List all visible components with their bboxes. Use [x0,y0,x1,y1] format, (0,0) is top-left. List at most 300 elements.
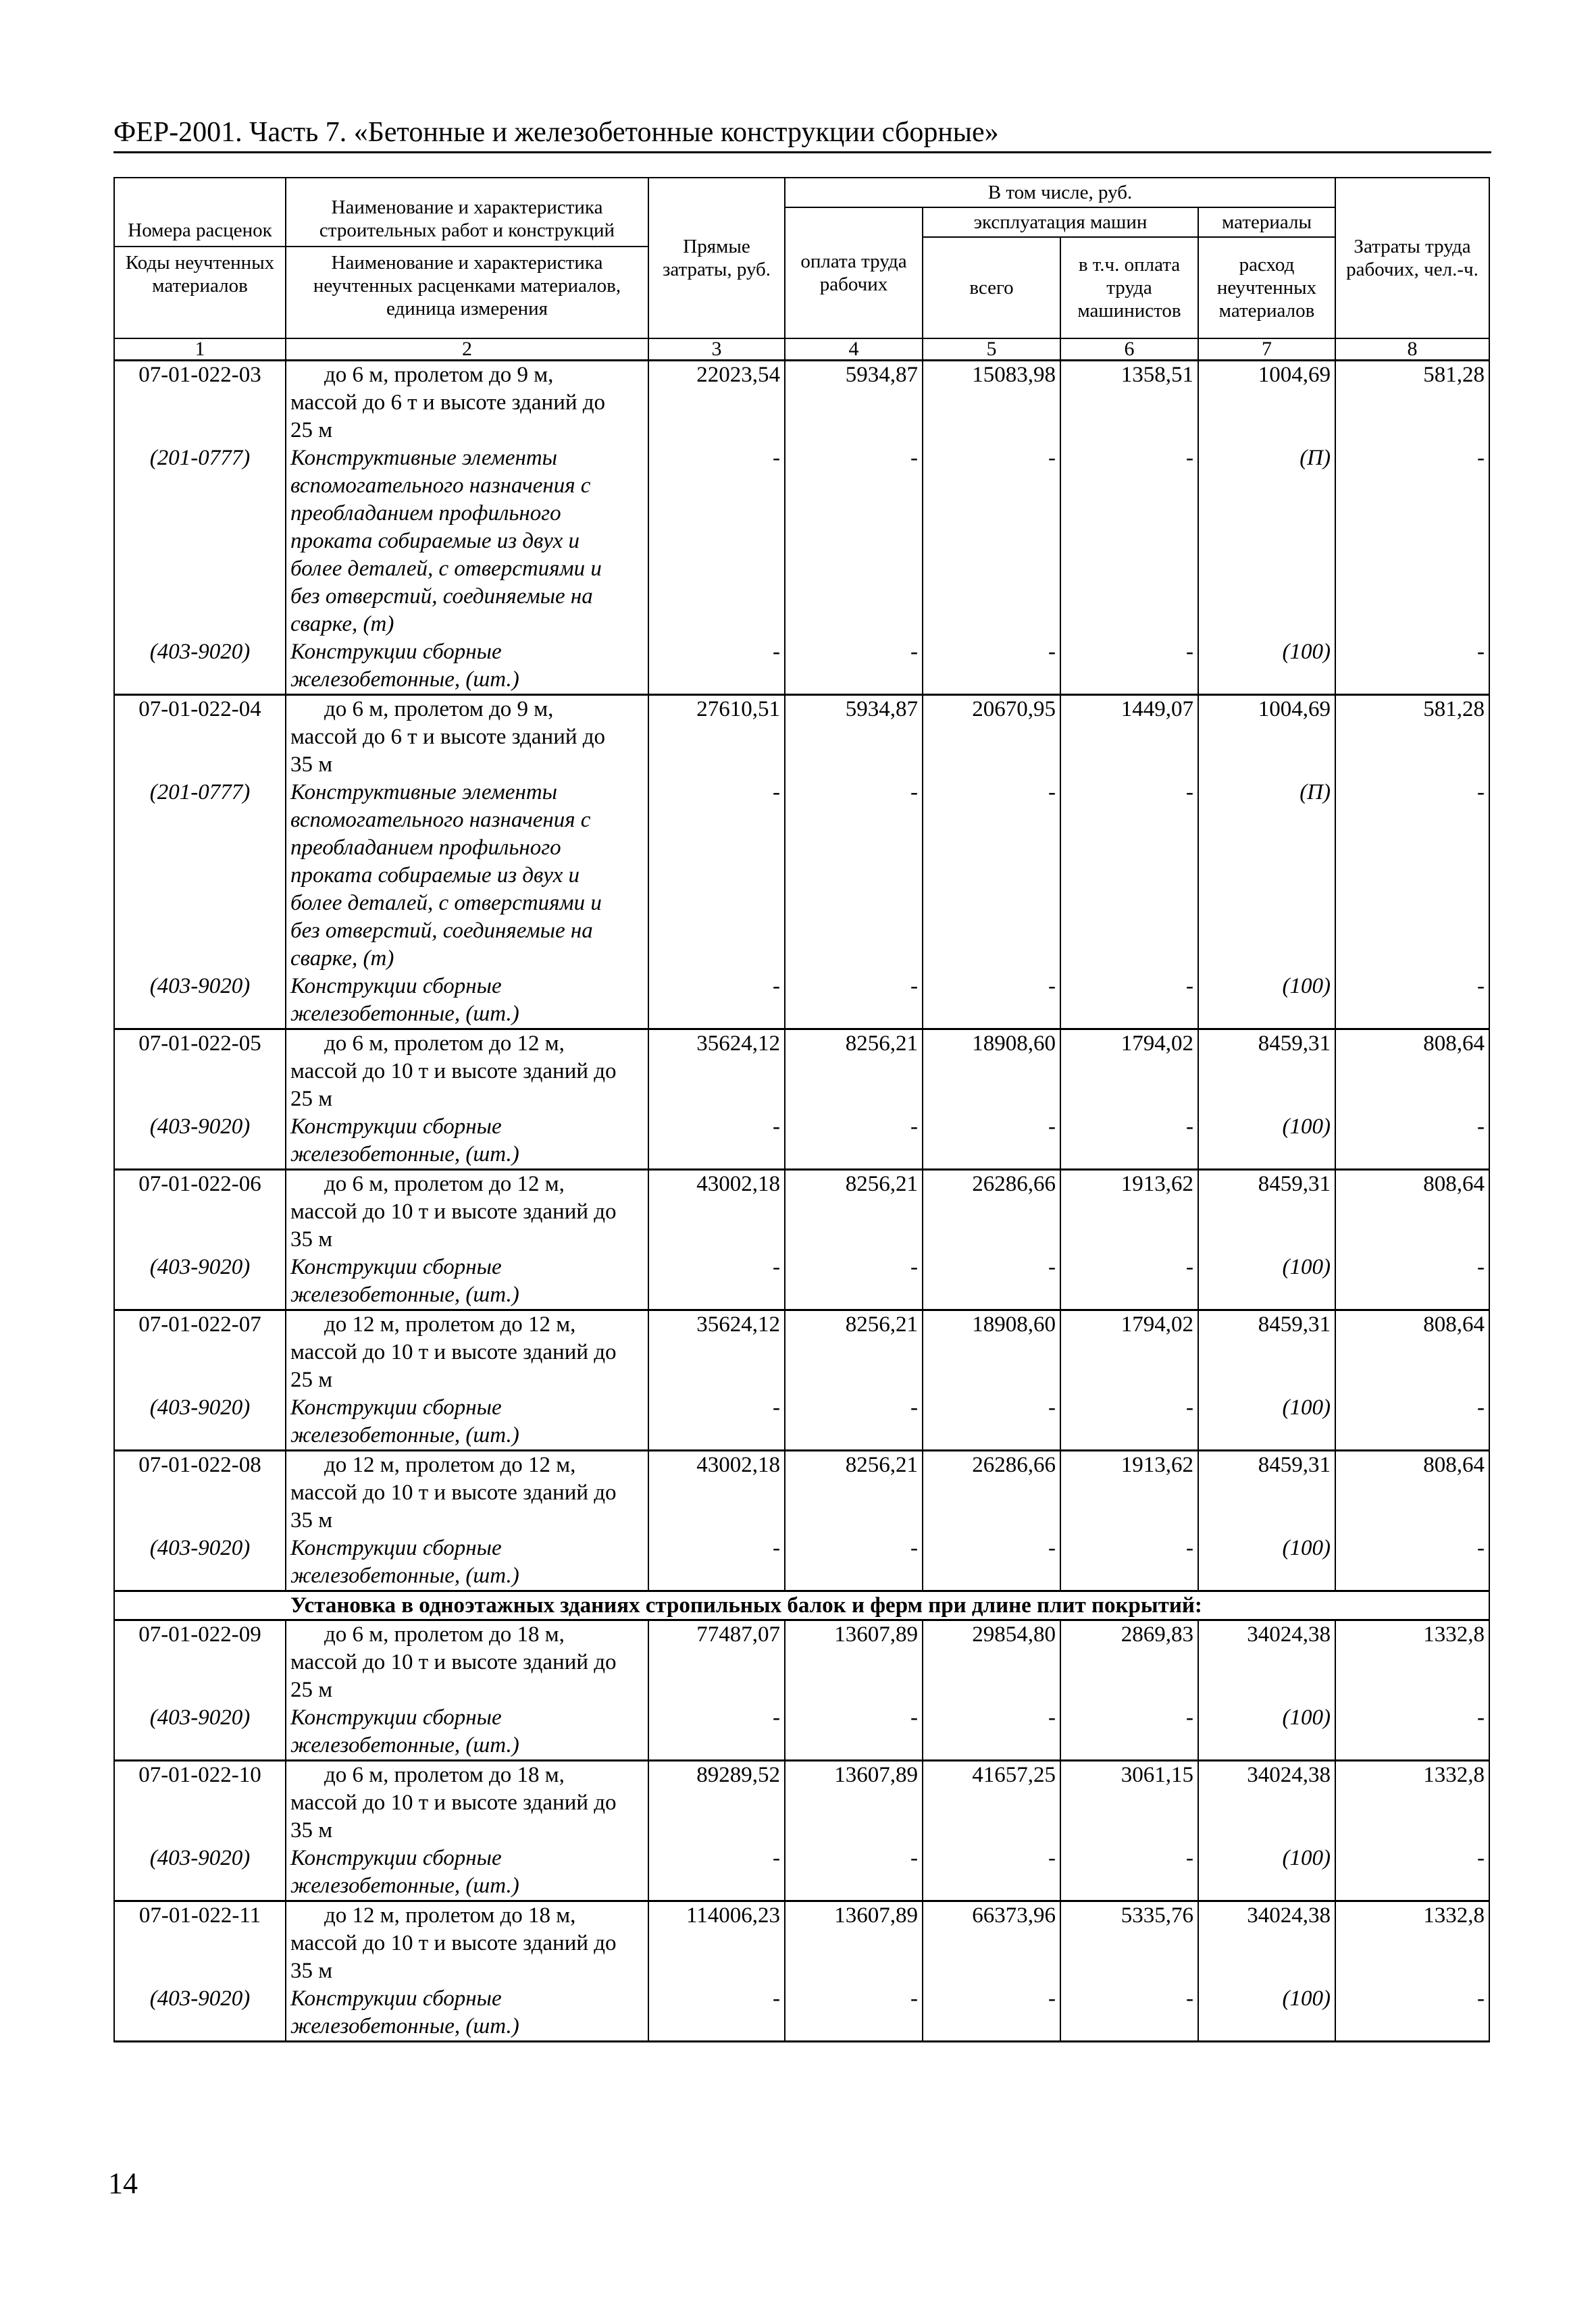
material-code: (403-9020) [114,973,286,1000]
rate-row-cont [114,389,1489,417]
material-dash: - [648,638,785,666]
material-row-cont [114,890,1489,917]
value-operators [1060,1085,1198,1113]
value-labor [785,1226,923,1254]
material-name-line: Конструкции сборные [286,1254,648,1281]
rate-name-text: массой до 10 т и высоте зданий до [290,1059,617,1083]
material-code-empty [114,1000,286,1029]
material-value-empty [1335,2013,1489,2042]
value-hours: 808,64 [1335,1029,1489,1058]
material-dash: - [648,1704,785,1732]
material-code-empty [114,472,286,500]
rate-row-cont [114,1676,1489,1704]
rate-row [114,1170,1489,1199]
material-value-empty [1060,862,1198,890]
material-value-empty [785,1281,923,1310]
head-col5: всего [923,237,1060,338]
value-labor [785,1479,923,1507]
material-code-empty [114,806,286,834]
value-operators [1060,1198,1198,1226]
value-operators: 1794,02 [1060,1310,1198,1339]
rate-row [114,1029,1489,1058]
rate-name-text: 35 м [290,1508,333,1533]
value-machines: 20670,95 [923,695,1060,724]
rate-name-line [286,389,648,417]
material-code: (403-9020) [114,1394,286,1422]
value-direct: 43002,18 [648,1170,785,1199]
rate-name-text: до 12 м, пролетом до 12 м, [324,1453,576,1477]
rate-code-empty [114,1085,286,1113]
material-dash: - [1060,1704,1198,1732]
rate-row [114,361,1489,390]
material-code-empty [114,666,286,695]
rate-row [114,1901,1489,1930]
value-materials: 34024,38 [1198,1620,1335,1649]
material-dash: - [1335,779,1489,806]
material-code: (201-0777) [114,444,286,472]
rate-row-cont [114,1366,1489,1394]
material-code: (403-9020) [114,1985,286,2013]
value-hours [1335,1058,1489,1085]
material-name-line: проката собираемые из двух и [286,862,648,890]
rate-row-cont [114,1339,1489,1366]
rate-name-line [286,1170,648,1199]
material-value-empty [923,890,1060,917]
value-materials: 8459,31 [1198,1451,1335,1480]
material-dash: - [1060,444,1198,472]
value-hours [1335,1085,1489,1113]
value-labor [785,389,923,417]
rate-name-line [286,1620,648,1649]
material-name-line: железобетонные, (шт.) [286,1000,648,1029]
rate-name-text: до 6 м, пролетом до 12 м, [324,1172,565,1196]
material-value-empty [923,472,1060,500]
material-value-empty [1335,528,1489,555]
rate-row-cont [114,1085,1489,1113]
value-hours [1335,1789,1489,1817]
value-hours [1335,1957,1489,1985]
material-value-empty [923,862,1060,890]
material-value-empty [1335,945,1489,973]
rate-name-line [286,751,648,779]
material-value-empty [1335,1000,1489,1029]
value-machines [923,723,1060,751]
material-value-empty [1060,583,1198,611]
rate-name-line [286,1310,648,1339]
material-value-empty [1198,834,1335,862]
value-machines [923,1507,1060,1535]
page-number: 14 [108,2167,138,2200]
material-value-empty [923,528,1060,555]
material-value-empty [785,1422,923,1451]
material-dash: - [785,444,923,472]
material-code: (403-9020) [114,1704,286,1732]
value-operators: 1913,62 [1060,1170,1198,1199]
value-direct: 89289,52 [648,1761,785,1790]
rate-code-empty [114,1957,286,1985]
material-dash: - [923,638,1060,666]
value-direct: 77487,07 [648,1620,785,1649]
material-value-empty [923,666,1060,695]
material-name-line: вспомогательного назначения с [286,806,648,834]
rate-row-cont [114,1817,1489,1845]
material-dash: - [785,1254,923,1281]
material-value-empty [1060,806,1198,834]
material-name-line: без отверстий, соединяемые на [286,583,648,611]
material-value-empty [1198,1732,1335,1761]
material-value-empty [1060,1732,1198,1761]
value-materials: 1004,69 [1198,361,1335,390]
material-name-line: сварке, (т) [286,945,648,973]
value-hours [1335,1930,1489,1957]
rate-name-line [286,1817,648,1845]
material-dash: - [785,638,923,666]
material-dash: - [785,973,923,1000]
value-machines: 15083,98 [923,361,1060,390]
material-dash: - [1060,1113,1198,1141]
rate-code-empty [114,1058,286,1085]
value-direct [648,1676,785,1704]
value-materials [1198,1058,1335,1085]
material-code-empty [114,500,286,528]
material-value-empty [648,1281,785,1310]
rate-row-cont [114,751,1489,779]
material-value-empty [923,1562,1060,1591]
value-hours [1335,1339,1489,1366]
material-row-cont [114,611,1489,638]
rate-code: 07-01-022-05 [114,1029,286,1058]
column-number: 4 [785,338,923,361]
material-value-empty [648,1000,785,1029]
material-dash: - [1060,1394,1198,1422]
value-direct [648,1957,785,1985]
value-machines [923,1339,1060,1366]
column-number: 7 [1198,338,1335,361]
material-value-empty [1060,472,1198,500]
material-row-cont [114,1732,1489,1761]
material-name-line: железобетонные, (шт.) [286,1422,648,1451]
material-qty: (100) [1198,973,1335,1000]
rate-code-empty [114,1789,286,1817]
material-value-empty [923,500,1060,528]
material-name-line: железобетонные, (шт.) [286,666,648,695]
value-direct [648,1366,785,1394]
value-direct [648,1507,785,1535]
value-machines: 26286,66 [923,1170,1060,1199]
rate-code-empty [114,1366,286,1394]
material-value-empty [648,500,785,528]
value-labor [785,1366,923,1394]
material-row [114,1985,1489,2013]
rate-name-text: до 6 м, пролетом до 9 м, [324,363,554,387]
material-value-empty [1198,806,1335,834]
rate-row [114,695,1489,724]
rate-row [114,1451,1489,1480]
value-machines: 26286,66 [923,1451,1060,1480]
value-operators [1060,1817,1198,1845]
material-dash: - [1335,444,1489,472]
material-row [114,1113,1489,1141]
material-value-empty [648,1562,785,1591]
rate-row-cont [114,723,1489,751]
head-col4: оплата труда рабочих [785,207,923,338]
material-name-line: более деталей, с отверстиями и [286,555,648,583]
value-hours [1335,1676,1489,1704]
rate-name-text: массой до 10 т и высоте зданий до [290,1200,617,1224]
material-value-empty [1335,1422,1489,1451]
material-code-empty [114,1732,286,1761]
material-qty: (100) [1198,1535,1335,1562]
value-operators [1060,1789,1198,1817]
material-row-cont [114,666,1489,695]
value-machines [923,1226,1060,1254]
material-row [114,1845,1489,1872]
rate-code-empty [114,1479,286,1507]
value-machines: 18908,60 [923,1310,1060,1339]
value-materials [1198,1789,1335,1817]
material-value-empty [1060,834,1198,862]
rate-name-line [286,695,648,724]
material-row [114,638,1489,666]
material-dash: - [923,1704,1060,1732]
material-name-line: преобладанием профильного [286,500,648,528]
rate-row-cont [114,1930,1489,1957]
material-value-empty [648,583,785,611]
value-materials: 8459,31 [1198,1310,1335,1339]
value-machines [923,1649,1060,1676]
material-value-empty [1060,555,1198,583]
rate-row-cont [114,1479,1489,1507]
value-labor: 5934,87 [785,361,923,390]
value-direct [648,723,785,751]
value-machines: 18908,60 [923,1029,1060,1058]
value-direct [648,389,785,417]
head-col1-bottom: Коды неучтенных материалов [125,252,275,297]
value-operators [1060,417,1198,444]
material-code-empty [114,890,286,917]
rate-row-cont [114,1507,1489,1535]
rate-name-line [286,1198,648,1226]
value-direct [648,1198,785,1226]
material-row-cont [114,917,1489,945]
material-value-empty [1335,1141,1489,1170]
rate-row [114,1620,1489,1649]
value-hours [1335,751,1489,779]
material-dash: - [923,1845,1060,1872]
material-value-empty [1335,834,1489,862]
material-value-empty [785,555,923,583]
value-materials [1198,1930,1335,1957]
value-operators [1060,1649,1198,1676]
column-number: 8 [1335,338,1489,361]
head-col2-top: Наименование и характеристика строительных работ и конструкций [319,197,615,241]
value-machines: 41657,25 [923,1761,1060,1790]
material-row [114,1704,1489,1732]
material-value-empty [1198,917,1335,945]
material-value-empty [785,666,923,695]
material-name-line: железобетонные, (шт.) [286,1141,648,1170]
value-hours: 581,28 [1335,361,1489,390]
material-code: (403-9020) [114,638,286,666]
material-dash: - [923,973,1060,1000]
material-code: (403-9020) [114,1254,286,1281]
material-dash: - [648,1535,785,1562]
value-labor [785,1957,923,1985]
head-col6: в т.ч. оплата труда машинистов [1060,237,1198,338]
value-operators: 1913,62 [1060,1451,1198,1480]
column-number: 5 [923,338,1060,361]
rate-code-empty [114,1507,286,1535]
rate-name-line [286,723,648,751]
material-code: (403-9020) [114,1535,286,1562]
material-name-line: железобетонные, (шт.) [286,1281,648,1310]
value-direct [648,751,785,779]
column-number: 1 [114,338,286,361]
value-materials [1198,1957,1335,1985]
material-row-cont [114,1000,1489,1029]
material-value-empty [648,862,785,890]
material-dash: - [1335,1535,1489,1562]
material-value-empty [1060,890,1198,917]
value-labor: 8256,21 [785,1029,923,1058]
head-group-total: В том числе, руб. [785,178,1335,207]
material-value-empty [785,500,923,528]
value-labor [785,1817,923,1845]
value-materials [1198,417,1335,444]
head-group-materials: материалы [1198,207,1335,237]
value-operators [1060,1957,1198,1985]
rate-code-empty [114,1649,286,1676]
material-value-empty [1198,2013,1335,2042]
rate-code: 07-01-022-04 [114,695,286,724]
material-dash: - [923,1394,1060,1422]
material-dash: - [1060,638,1198,666]
material-name-line: сварке, (т) [286,611,648,638]
material-value-empty [785,806,923,834]
head-col2 [286,178,648,338]
material-row-cont [114,1562,1489,1591]
value-hours [1335,1479,1489,1507]
material-value-empty [1335,1732,1489,1761]
rate-name-line [286,1366,648,1394]
material-value-empty [1335,555,1489,583]
material-row [114,779,1489,806]
material-value-empty [785,945,923,973]
material-name-line: Конструкции сборные [286,1985,648,2013]
material-value-empty [1060,666,1198,695]
rate-code: 07-01-022-03 [114,361,286,390]
material-value-empty [648,1422,785,1451]
material-dash: - [785,1394,923,1422]
value-materials [1198,723,1335,751]
material-row-cont [114,528,1489,555]
material-value-empty [1198,1422,1335,1451]
rate-name-line [286,417,648,444]
material-dash: - [648,1113,785,1141]
rate-code-empty [114,417,286,444]
material-value-empty [785,472,923,500]
material-code-empty [114,1422,286,1451]
head-col1-top: Номера расценок [128,220,272,241]
material-value-empty [1335,611,1489,638]
rate-name-line [286,1479,648,1507]
material-dash: - [923,1535,1060,1562]
material-name-line: проката собираемые из двух и [286,528,648,555]
material-value-empty [1198,1141,1335,1170]
value-hours [1335,417,1489,444]
column-number: 6 [1060,338,1198,361]
material-qty: (100) [1198,1845,1335,1872]
material-row-cont [114,500,1489,528]
value-hours [1335,1226,1489,1254]
material-value-empty [1335,1872,1489,1901]
value-materials [1198,751,1335,779]
value-operators [1060,1479,1198,1507]
rate-name-text: до 6 м, пролетом до 18 м, [324,1622,565,1647]
material-value-empty [1060,945,1198,973]
rates-table [113,177,1490,2042]
material-value-empty [648,2013,785,2042]
value-machines: 66373,96 [923,1901,1060,1930]
material-row [114,1254,1489,1281]
value-materials [1198,1366,1335,1394]
material-dash: - [923,1113,1060,1141]
value-direct [648,1479,785,1507]
material-value-empty [1060,1000,1198,1029]
rate-code: 07-01-022-09 [114,1620,286,1649]
material-value-empty [923,1281,1060,1310]
value-materials [1198,1198,1335,1226]
material-name-line: железобетонные, (шт.) [286,2013,648,2042]
header-rule [113,151,1491,153]
value-materials [1198,1085,1335,1113]
value-operators [1060,723,1198,751]
rate-name-text: массой до 6 т и высоте зданий до [290,725,606,749]
value-direct [648,1930,785,1957]
material-name-line: Конструкции сборные [286,1113,648,1141]
material-dash: - [648,779,785,806]
material-name-line: Конструкции сборные [286,1535,648,1562]
value-materials: 1004,69 [1198,695,1335,724]
rate-name-line [286,1451,648,1480]
material-row-cont [114,1872,1489,1901]
material-code: (201-0777) [114,779,286,806]
rate-name-text: массой до 10 т и высоте зданий до [290,1650,617,1674]
value-operators: 3061,15 [1060,1761,1198,1790]
material-value-empty [923,834,1060,862]
value-machines [923,1957,1060,1985]
value-direct [648,1789,785,1817]
value-labor: 5934,87 [785,695,923,724]
value-hours: 581,28 [1335,695,1489,724]
material-dash: - [1335,1394,1489,1422]
material-value-empty [1060,500,1198,528]
rate-name-line [286,1901,648,1930]
rate-name-line [286,1507,648,1535]
rate-name-line [286,1058,648,1085]
value-direct [648,1226,785,1254]
material-value-empty [1198,862,1335,890]
value-operators: 1794,02 [1060,1029,1198,1058]
rate-name-text: 25 м [290,418,333,442]
value-hours [1335,1507,1489,1535]
rate-name-text: 35 м [290,1227,333,1252]
rate-row-cont [114,1649,1489,1676]
material-value-empty [1198,583,1335,611]
material-code-empty [114,2013,286,2042]
material-dash: - [648,1254,785,1281]
material-name-line: Конструктивные элементы [286,779,648,806]
